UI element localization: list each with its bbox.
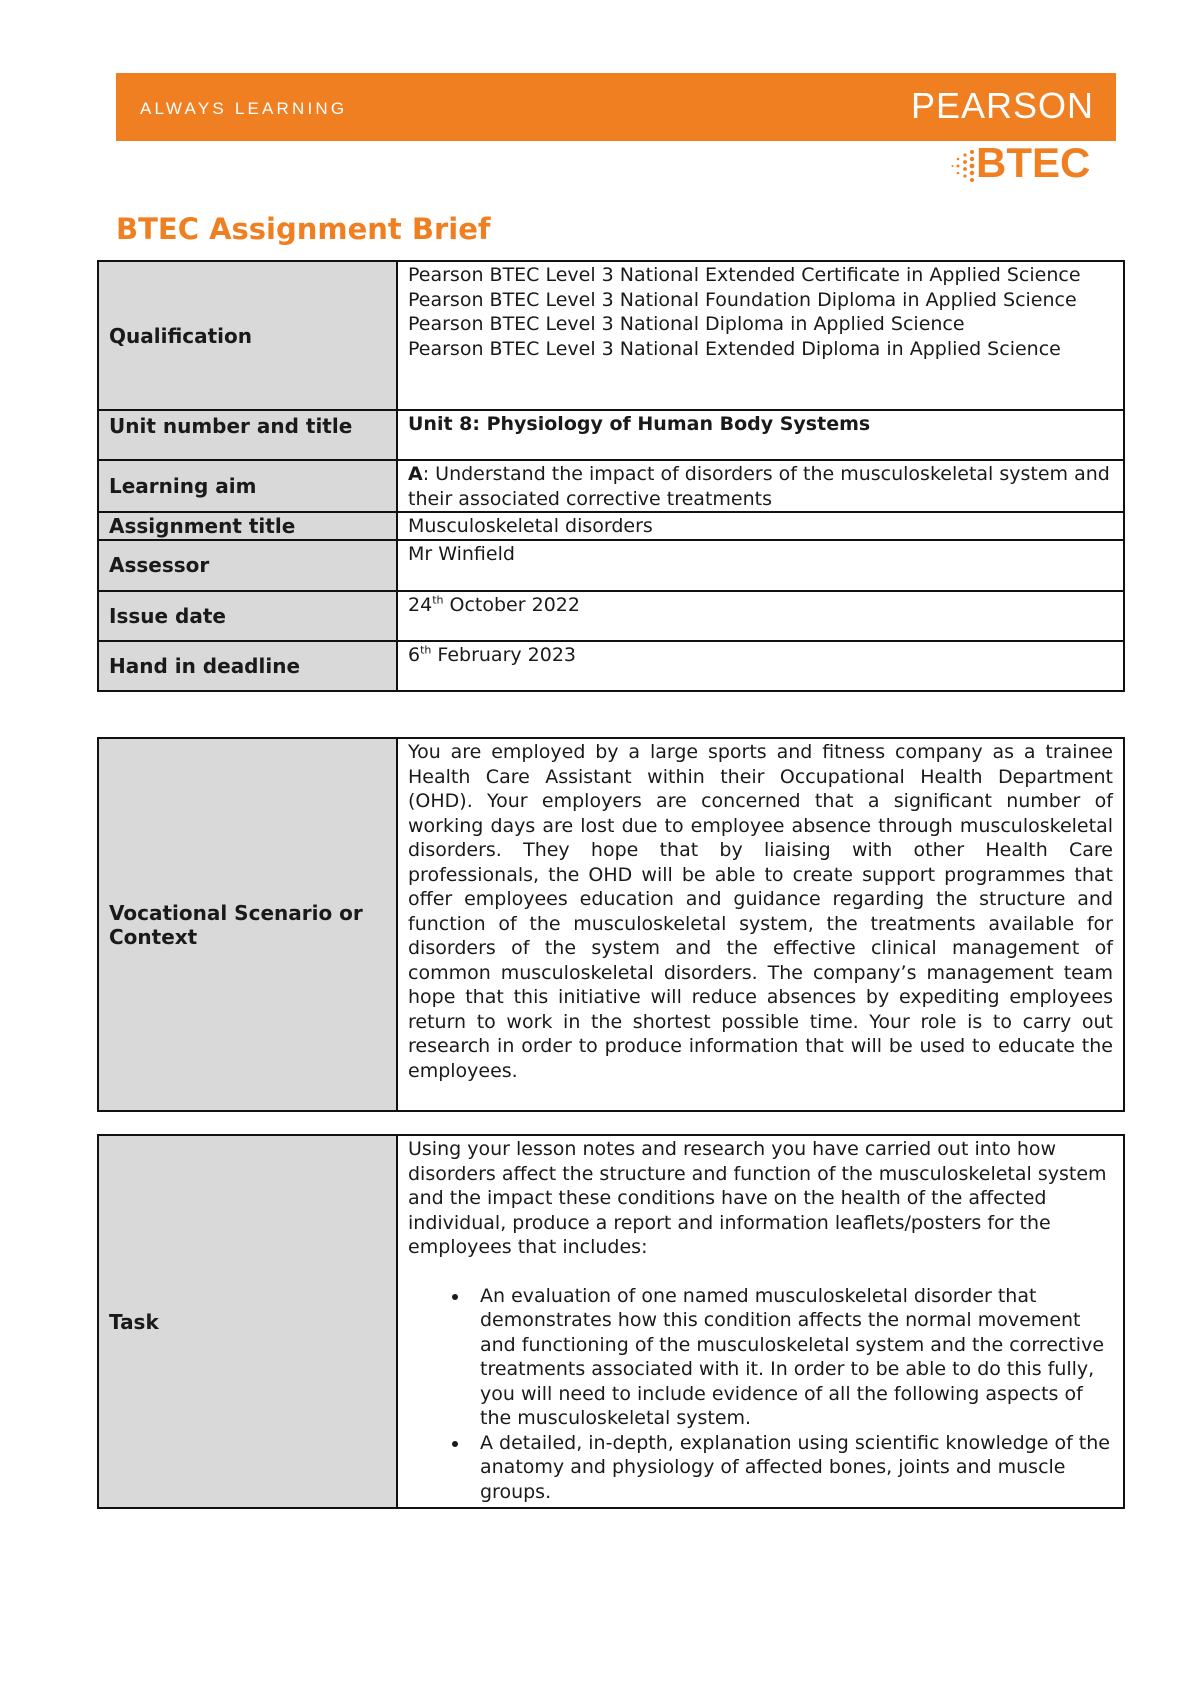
issue-month-year: October 2022 — [443, 593, 580, 616]
qualification-2: Pearson BTEC Level 3 National Foundation Diploma in Applied Science — [408, 288, 1077, 311]
header-banner — [116, 73, 1116, 141]
issue-day: 24 — [408, 593, 433, 616]
deadline-label: Hand in deadline — [98, 641, 397, 691]
task-bullets — [408, 1284, 1113, 1505]
learning-aim-value — [397, 460, 1124, 512]
assessor-value: Mr Winfield — [397, 540, 1124, 591]
scenario-label: Vocational Scenario or Context — [98, 738, 397, 1111]
btec-wordmark: BTEC — [976, 139, 1091, 186]
scenario-text: You are employed by a large sports and fitness company as a trainee Health Care Assistant within their Occupational Health Department (OHD). Your employers are concerned that a significant number of working days are lost due to employee absence through musculoskeletal disorders. They hope that by liaising with other Health Care professionals, the OHD will be able to create support programmes that offer employees education and guidance regarding the structure and function of the musculoskeletal system, the treatments available for disorders of the system and the effective clinical management of common musculoskeletal disorders. The company’s management team hope that this initiative will reduce absences by expediting employees return to work in the shortest possible time. Your role is to carry out research in order to produce information that will be used to educate the employees. — [397, 738, 1124, 1111]
scenario-row — [98, 738, 1124, 1111]
qualification-row — [98, 261, 1124, 410]
learning-aim-row — [98, 460, 1124, 512]
pearson-logo: PEARSON — [910, 85, 1094, 126]
qualification-4: Pearson BTEC Level 3 National Extended Diploma in Applied Science — [408, 337, 1061, 360]
assignment-title-row — [98, 512, 1124, 540]
unit-row — [98, 410, 1124, 460]
assessor-row — [98, 540, 1124, 591]
qualification-1: Pearson BTEC Level 3 National Extended Certificate in Applied Science — [408, 264, 1081, 286]
deadline-value — [397, 641, 1124, 691]
unit-value: Unit 8: Physiology of Human Body Systems — [397, 410, 1124, 460]
task-intro: Using your lesson notes and research you have carried out into how disorders affect the structure and function of the musculoskeletal system and the impact these conditions have on the health of the affected individual, produce a report and information leaflets/posters for the employees that includes: — [408, 1138, 1107, 1258]
issue-date-value — [397, 591, 1124, 641]
qualification-label: Qualification — [98, 261, 397, 410]
btec-logo — [950, 139, 1098, 191]
tagline: ALWAYS LEARNING — [140, 99, 348, 118]
qualification-3: Pearson BTEC Level 3 National Diploma in Applied Science — [408, 313, 965, 335]
task-label: Task — [98, 1135, 397, 1508]
task-table — [97, 1134, 1125, 1509]
deadline-month-year: February 2023 — [431, 643, 577, 666]
details-table — [97, 260, 1125, 692]
qualification-value — [397, 261, 1124, 410]
task-row — [98, 1135, 1124, 1508]
deadline-row — [98, 641, 1124, 691]
deadline-day: 6 — [408, 643, 421, 666]
scenario-table — [97, 737, 1125, 1112]
unit-label: Unit number and title — [98, 410, 397, 460]
issue-day-suffix: th — [432, 593, 444, 607]
task-content — [397, 1135, 1124, 1508]
assessor-label: Assessor — [98, 540, 397, 591]
learning-aim-text: : Understand the impact of disorders of the musculoskeletal system and their associated corrective treatments — [408, 463, 1110, 510]
assignment-title-label: Assignment title — [98, 512, 397, 540]
page-title: BTEC Assignment Brief — [116, 212, 491, 246]
task-bullet: • An evaluation of one named musculoskeletal disorder that demonstrates how this condition affects the normal movement and functioning of the musculoskeletal system and the corrective treatments associated with it. In order to be able to do this fully, you will need to include evidence of all the following aspects of the musculoskeletal system. — [470, 1284, 1113, 1431]
dots-icon — [950, 149, 976, 185]
issue-date-label: Issue date — [98, 591, 397, 641]
learning-aim-label: Learning aim — [98, 460, 397, 512]
deadline-day-suffix: th — [420, 643, 432, 657]
assignment-title-value: Musculoskeletal disorders — [397, 512, 1124, 540]
learning-aim-letter: A — [408, 463, 423, 485]
task-bullet: • A detailed, in-depth, explanation using scientific knowledge of the anatomy and physiology of affected bones, joints and muscle groups. — [470, 1431, 1113, 1505]
issue-date-row — [98, 591, 1124, 641]
